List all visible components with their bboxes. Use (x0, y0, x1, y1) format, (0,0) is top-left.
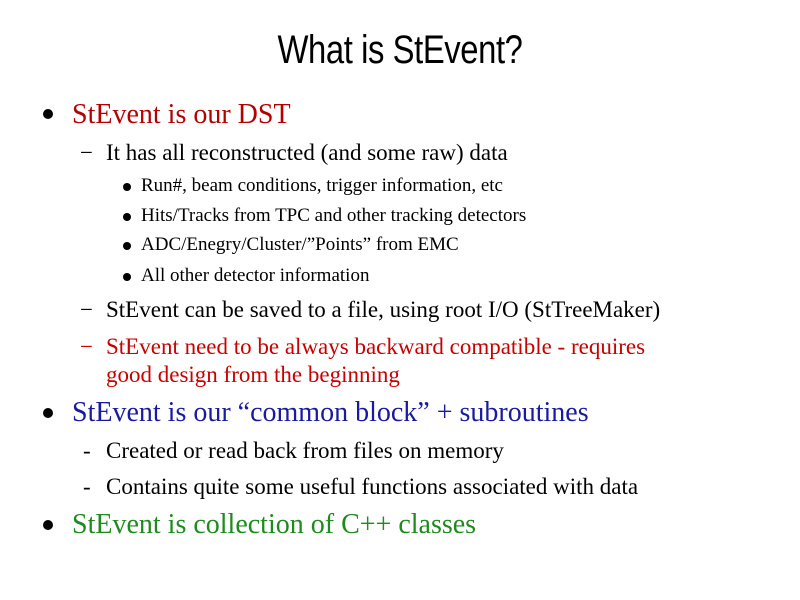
sub-backward-compat-line1: StEvent need to be always backward compatible - requires (106, 334, 646, 359)
bullet-dot-icon (43, 520, 53, 530)
dash-marker: − (80, 140, 93, 165)
bullet-common-block: StEvent is our “common block” + subroutines (72, 397, 589, 428)
sub-backward-compat-line2: good design from the beginning (106, 362, 400, 387)
bullet-dst: StEvent is our DST (72, 99, 291, 130)
sub-useful-functions: Contains quite some useful functions associated with data (106, 474, 639, 499)
dash-marker: - (83, 474, 91, 499)
sub-created-read-back: Created or read back from files on memory (106, 438, 504, 463)
dash-marker: - (83, 438, 91, 463)
item-emc: ADC/Enegry/Cluster/”Points” from EMC (141, 234, 459, 255)
bullet-dot-icon (123, 183, 131, 191)
bullet-dot-icon (43, 109, 53, 119)
bullet-cpp-classes: StEvent is collection of C++ classes (72, 509, 477, 540)
item-other-detectors: All other detector information (141, 265, 370, 286)
bullet-dot-icon (43, 408, 53, 418)
item-hits-tracks: Hits/Tracks from TPC and other tracking detectors (141, 205, 527, 226)
bullet-dot-icon (123, 273, 131, 281)
bullet-dot-icon (123, 213, 131, 221)
bullet-dot-icon (123, 242, 131, 250)
dash-marker: − (80, 334, 93, 359)
dash-marker: − (80, 297, 93, 322)
sub-reconstructed-data: It has all reconstructed (and some raw) data (106, 140, 508, 165)
item-run-info: Run#, beam conditions, trigger information, etc (141, 175, 503, 196)
slide-title: What is StEvent? (277, 28, 523, 72)
sub-root-io: StEvent can be saved to a file, using root I/O (StTreeMaker) (106, 297, 661, 322)
